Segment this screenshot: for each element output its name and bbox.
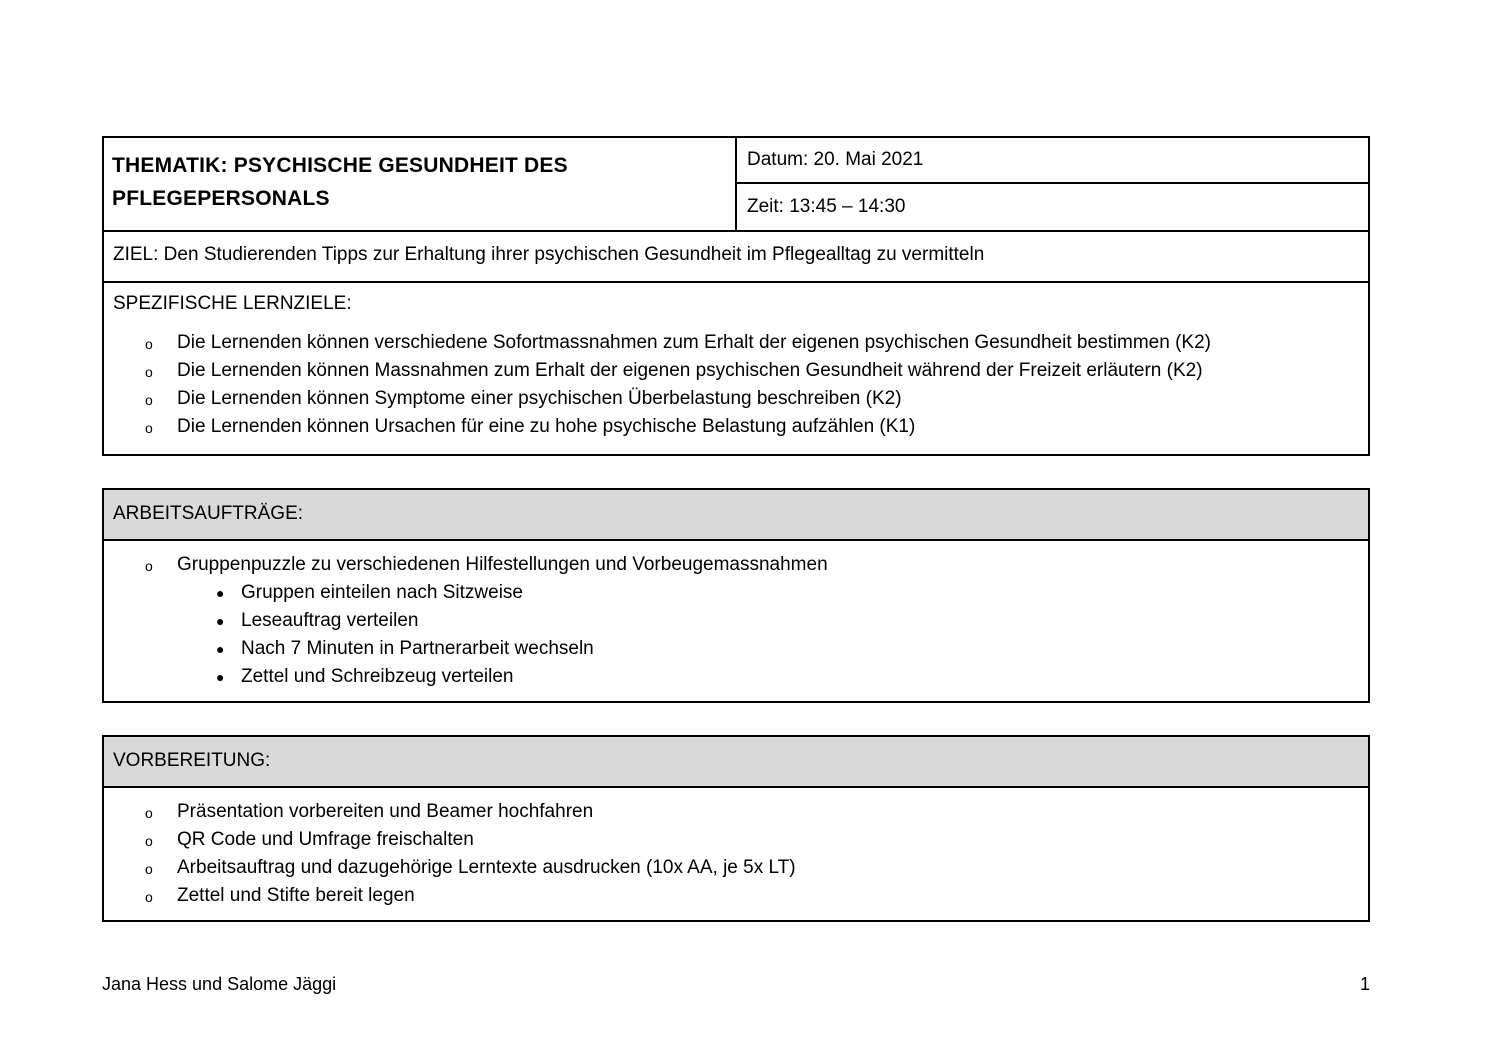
page-number: 1 (1359, 974, 1370, 994)
circle-bullet-icon: o (145, 889, 153, 905)
list-item: ● Zettel und Schreibzeug verteilen (113, 663, 1359, 691)
list-item: o Die Lernenden können Ursachen für eine zu hohe psychische Belastung aufzählen (K1) (113, 413, 1359, 441)
dot-bullet-icon: ● (216, 641, 225, 657)
list-item: o Arbeitsauftrag und dazugehörige Lerntexte ausdrucken (10x AA, je 5x LT) (113, 854, 1359, 882)
preparation-table (102, 735, 1370, 922)
circle-bullet-icon: o (145, 833, 153, 849)
dot-bullet-icon: ● (216, 613, 225, 629)
date-cell: Datum: 20. Mai 2021 (737, 138, 1368, 184)
objectives-heading: SPEZIFISCHE LERNZIELE: (113, 293, 352, 314)
list-item: o Zettel und Stifte bereit legen (113, 882, 1359, 910)
goal-row: ZIEL: Den Studierenden Tipps zur Erhaltung ihrer psychischen Gesundheit im Pflegealltag zu vermitteln (104, 232, 1368, 283)
list-item: o QR Code und Umfrage freischalten (113, 826, 1359, 854)
objectives-list (113, 329, 1359, 441)
dot-bullet-icon: ● (216, 669, 225, 685)
circle-bullet-icon: o (145, 392, 153, 408)
list-item: ● Gruppen einteilen nach Sitzweise (113, 579, 1359, 607)
circle-bullet-icon: o (145, 336, 153, 352)
title-cell (104, 138, 737, 230)
tasks-sublist (113, 579, 1359, 691)
preparation-list (113, 798, 1359, 910)
circle-bullet-icon: o (145, 861, 153, 877)
list-item: o Die Lernenden können verschiedene Sofortmassnahmen zum Erhalt der eigenen psychischen Gesundheit bestimmen (K2) (113, 329, 1359, 357)
circle-bullet-icon: o (145, 420, 153, 436)
preparation-heading: VORBEREITUNG: (104, 737, 1368, 788)
lesson-plan-table (102, 136, 1370, 456)
tasks-heading: ARBEITSAUFTRÄGE: (104, 490, 1368, 541)
footer-authors: Jana Hess und Salome Jäggi (102, 974, 337, 994)
topic-title: THEMATIK: PSYCHISCHE GESUNDHEIT DES PFLEGEPERSONALS (112, 154, 568, 210)
circle-bullet-icon: o (145, 558, 153, 574)
list-item: o Die Lernenden können Massnahmen zum Erhalt der eigenen psychischen Gesundheit während der Freizeit erläutern (K2) (113, 357, 1359, 385)
list-item: o Gruppenpuzzle zu verschiedenen Hilfestellungen und Vorbeugemassnahmen (113, 551, 1359, 579)
header-row (104, 138, 1368, 232)
preparation-body (104, 788, 1368, 920)
objectives-section (104, 283, 1368, 451)
list-item: o Die Lernenden können Symptome einer psychischen Überbelastung beschreiben (K2) (113, 385, 1359, 413)
list-item: ● Nach 7 Minuten in Partnerarbeit wechseln (113, 635, 1359, 663)
list-item: o Präsentation vorbereiten und Beamer hochfahren (113, 798, 1359, 826)
tasks-table (102, 488, 1370, 703)
tasks-list (113, 551, 1359, 579)
dot-bullet-icon: ● (216, 585, 225, 601)
list-item: ● Leseauftrag verteilen (113, 607, 1359, 635)
time-cell: Zeit: 13:45 – 14:30 (747, 196, 906, 217)
tasks-body (104, 541, 1368, 701)
circle-bullet-icon: o (145, 364, 153, 380)
circle-bullet-icon: o (145, 805, 153, 821)
